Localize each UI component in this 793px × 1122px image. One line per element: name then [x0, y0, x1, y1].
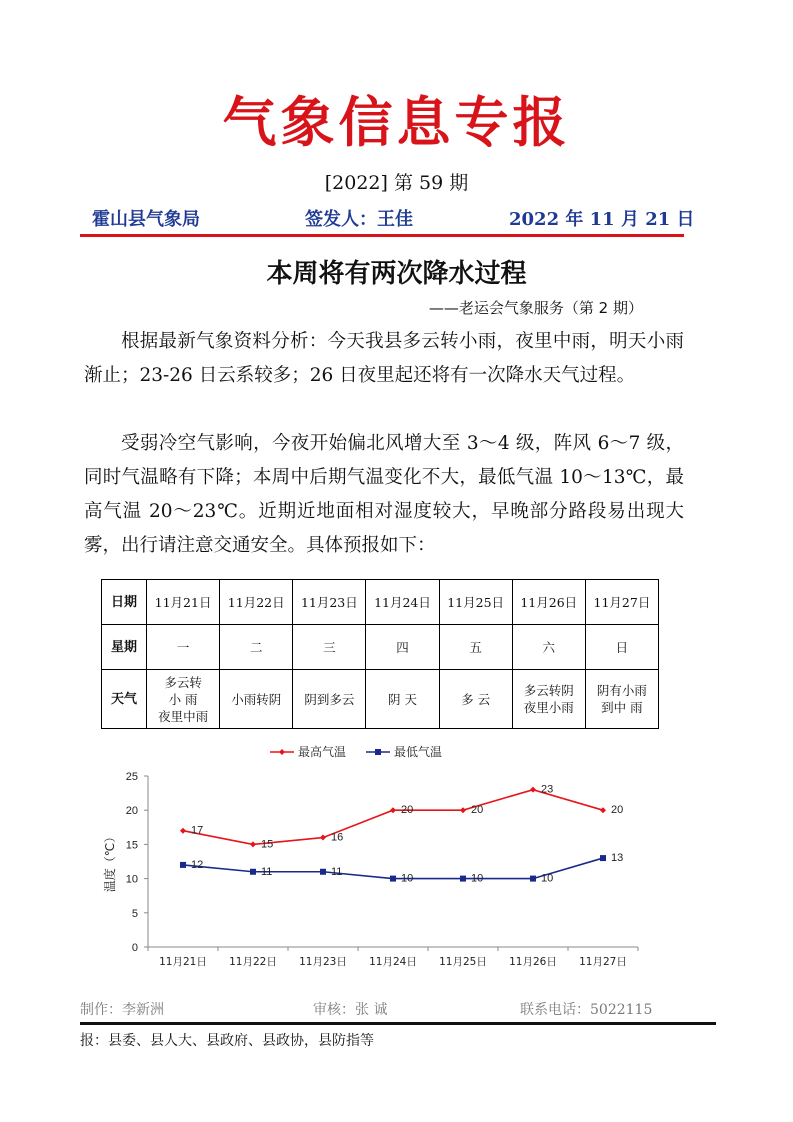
data-point: [530, 876, 536, 882]
weather-line: 多云转: [164, 674, 202, 690]
temperature-chart: [100, 738, 660, 973]
data-label: 10: [541, 872, 554, 885]
black-divider: [80, 1022, 716, 1025]
y-tick-label: 0: [131, 942, 138, 954]
data-label: 11: [331, 865, 343, 878]
weather-line: 小雨转阴: [231, 691, 282, 707]
series-line: [183, 858, 603, 879]
data-point: [390, 807, 396, 813]
legend-marker: [279, 749, 285, 755]
distribution-list: 报：县委、县人大、县政府、县政协，县防指等: [80, 1033, 374, 1049]
data-point: [600, 807, 606, 813]
x-tick-label: 11月24日: [369, 956, 417, 968]
series-line: [183, 790, 603, 845]
y-tick-label: 20: [125, 805, 138, 818]
row-header-weekday: 星期: [102, 625, 147, 670]
y-tick-label: 10: [125, 873, 138, 886]
weather-cell: [220, 670, 293, 729]
weather-line: 到中 雨: [601, 700, 643, 715]
table-row-weekdays: [102, 625, 659, 670]
y-tick-label: 15: [125, 839, 138, 852]
weather-line: 多云转阴: [523, 683, 574, 698]
info-bar: [92, 205, 695, 233]
data-point: [180, 862, 186, 868]
weather-line: 阴 天: [388, 691, 417, 707]
data-point: [180, 828, 186, 834]
weekday-cell: 四: [366, 625, 439, 670]
subheadline: ——老运会气象服务（第 2 期）: [428, 299, 643, 317]
paragraph-1: 根据最新气象资料分析：今天我县多云转小雨，夜里中雨，明天小雨渐止；23-26 日云系较多；26 日夜里起还将有一次降水天气过程。: [84, 331, 684, 386]
data-point: [600, 855, 606, 861]
date-cell: 11月27日: [585, 580, 658, 625]
weekday-cell: 五: [439, 625, 512, 670]
weekday-cell: 三: [293, 625, 366, 670]
data-label: 17: [191, 824, 204, 837]
weather-line: 夜里中雨: [158, 708, 209, 724]
row-header-weather: 天气: [102, 670, 147, 729]
weather-line: 阴到多云: [304, 691, 355, 707]
legend-label: 最低气温: [394, 745, 443, 759]
data-point: [530, 787, 536, 793]
data-label: 20: [401, 804, 414, 817]
x-tick-label: 11月21日: [159, 956, 207, 968]
issue-number: [2022] 第 59 期: [324, 172, 469, 194]
y-tick-label: 25: [125, 771, 138, 783]
weather-line: 小 雨: [168, 691, 198, 707]
table-row-weather: [102, 670, 659, 729]
data-label: 16: [331, 831, 344, 844]
x-tick-label: 11月25日: [439, 956, 487, 968]
weekday-cell: 六: [512, 625, 585, 670]
weather-line: 夜里小雨: [523, 700, 574, 715]
table-row-dates: [102, 580, 659, 625]
x-tick-label: 11月26日: [509, 956, 557, 968]
data-label: 13: [611, 852, 624, 865]
legend-marker: [375, 749, 381, 755]
weather-cell: [293, 670, 366, 729]
data-label: 10: [471, 872, 484, 885]
data-label: 23: [541, 783, 554, 796]
x-tick-label: 11月23日: [299, 956, 347, 968]
contact-phone: 联系电话：5022115: [520, 1002, 653, 1018]
data-point: [320, 869, 326, 875]
issue-date: 2022 年 11 月 21 日: [509, 209, 695, 230]
maker: 制作：李新洲: [80, 1002, 164, 1018]
weather-cell: [439, 670, 512, 729]
date-cell: 11月22日: [220, 580, 293, 625]
weekday-cell: 日: [585, 625, 658, 670]
date-cell: 11月23日: [293, 580, 366, 625]
data-label: 11: [261, 865, 273, 878]
weather-cell: [366, 670, 439, 729]
y-axis-label: 温度（℃）: [103, 830, 117, 893]
data-label: 20: [611, 804, 624, 817]
x-tick-label: 11月27日: [579, 956, 627, 968]
y-tick-label: 5: [131, 907, 138, 920]
legend-label: 最高气温: [298, 745, 347, 759]
date-cell: 11月21日: [147, 580, 220, 625]
data-label: 12: [191, 858, 204, 871]
red-divider: [80, 234, 684, 237]
data-point: [460, 807, 466, 813]
date-cell: 11月26日: [512, 580, 585, 625]
weather-cell: [585, 670, 658, 729]
reviewer: 审核：张 诚: [313, 1002, 388, 1018]
weekday-cell: 二: [220, 625, 293, 670]
paragraph-2: 受弱冷空气影响，今夜开始偏北风增大至 3～4 级，阵风 6～7 级，同时气温略有下降；本周中后期气温变化不大，最低气温 10～13℃，最高气温 20～23℃。近期近地面相对湿度较大，早晚部分路段易出现大雾，出行请注意交通安全。具体预报如下：: [84, 433, 684, 556]
agency-name: 霍山县气象局: [92, 209, 200, 230]
weather-cell: [512, 670, 585, 729]
date-cell: 11月24日: [366, 580, 439, 625]
data-point: [390, 876, 396, 882]
weather-cell: [147, 670, 220, 729]
data-point: [250, 841, 256, 847]
data-label: 20: [471, 804, 484, 817]
data-label: 10: [401, 872, 414, 885]
data-point: [250, 869, 256, 875]
data-label: 15: [261, 838, 274, 851]
data-point: [320, 835, 326, 841]
x-tick-label: 11月22日: [229, 956, 277, 968]
masthead-title: 气象信息专报: [222, 90, 571, 154]
weather-line: 阴有小雨: [596, 683, 647, 698]
weekday-cell: 一: [147, 625, 220, 670]
headline: 本周将有两次降水过程: [266, 259, 527, 289]
issuer: 签发人：王佳: [305, 209, 413, 230]
forecast-table: [101, 579, 659, 729]
date-cell: 11月25日: [439, 580, 512, 625]
row-header-date: 日期: [102, 580, 147, 625]
data-point: [460, 876, 466, 882]
weather-line: 多 云: [461, 691, 491, 707]
